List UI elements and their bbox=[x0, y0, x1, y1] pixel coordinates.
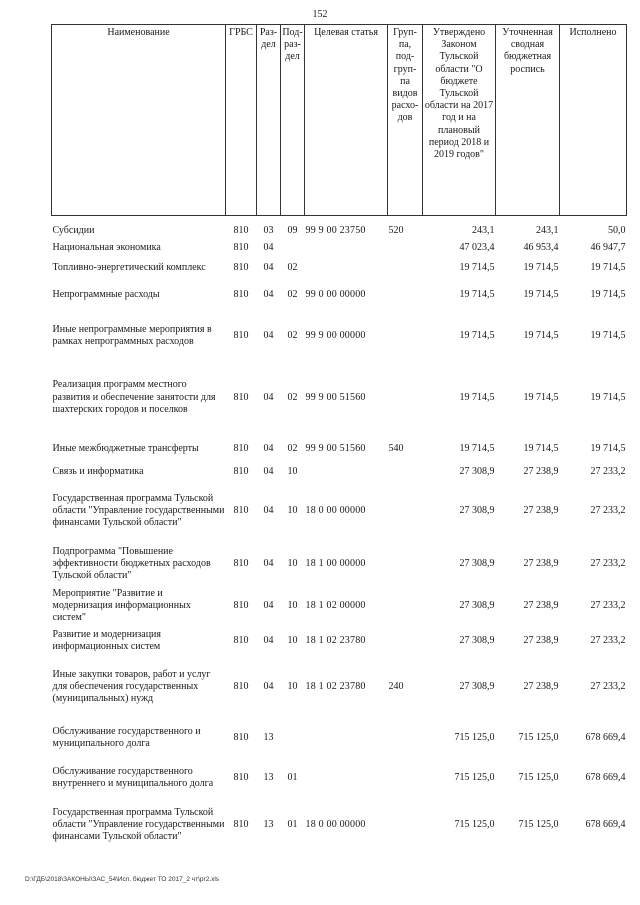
row-refined: 243,1 bbox=[536, 224, 559, 236]
table-body bbox=[52, 216, 627, 851]
row-group bbox=[388, 586, 423, 627]
row-executed: 19 714,5 bbox=[590, 288, 626, 300]
row-group bbox=[388, 542, 423, 586]
row-razdel: 04 bbox=[263, 329, 274, 341]
row-executed: 27 233,2 bbox=[590, 600, 626, 612]
row-approved: 19 714,5 bbox=[459, 442, 495, 454]
row-approved: 715 125,0 bbox=[454, 771, 495, 783]
row-approved: 243,1 bbox=[472, 224, 495, 236]
row-refined: 715 125,0 bbox=[518, 771, 559, 783]
header-refined: Уточненная сводная бюджетная роспись bbox=[496, 25, 560, 216]
row-razdel: 04 bbox=[263, 241, 274, 253]
row-name: Иные непрограммные мероприятия в рамках непрограммных расходов bbox=[52, 323, 212, 347]
row-group bbox=[388, 310, 423, 362]
row-grbs: 810 bbox=[233, 329, 249, 341]
row-group bbox=[388, 362, 423, 434]
row-group: 240 bbox=[388, 680, 404, 692]
row-podrazdel: 10 bbox=[287, 465, 298, 477]
row-approved: 27 308,9 bbox=[459, 504, 495, 516]
header-executed: Исполнено bbox=[560, 25, 627, 216]
row-target: 99 9 00 00000 bbox=[305, 329, 366, 341]
row-target: 18 1 02 23780 bbox=[305, 634, 366, 646]
row-podrazdel bbox=[281, 719, 305, 757]
table-row bbox=[52, 719, 627, 757]
row-name: Обслуживание государственного внутреннего и муниципального долга bbox=[52, 765, 214, 789]
row-name: Субсидии bbox=[52, 224, 95, 236]
row-group bbox=[388, 480, 423, 542]
row-podrazdel: 10 bbox=[287, 680, 298, 692]
row-refined: 19 714,5 bbox=[523, 288, 559, 300]
row-approved: 19 714,5 bbox=[459, 261, 495, 273]
row-executed: 27 233,2 bbox=[590, 634, 626, 646]
file-path-footer: D:\ГДБ\2018\ЗАКОНЫ\ЗАС_54\Исп. бюджет ТО 2017_2 чт\pr2.xls bbox=[25, 876, 220, 883]
row-refined: 19 714,5 bbox=[523, 442, 559, 454]
row-approved: 27 308,9 bbox=[459, 465, 495, 477]
row-group bbox=[388, 719, 423, 757]
table-row bbox=[52, 586, 627, 627]
row-razdel: 03 bbox=[263, 224, 274, 236]
row-refined: 27 238,9 bbox=[523, 557, 559, 569]
row-name: Государственная программа Тульской области "Управление государственными финансами Тульской области" bbox=[52, 806, 225, 843]
table-row bbox=[52, 240, 627, 256]
row-target: 18 1 02 23780 bbox=[305, 680, 366, 692]
table-row bbox=[52, 655, 627, 719]
row-razdel: 13 bbox=[263, 818, 274, 830]
row-executed: 19 714,5 bbox=[590, 442, 626, 454]
row-podrazdel: 10 bbox=[287, 504, 298, 516]
row-target bbox=[305, 757, 388, 799]
row-target: 18 1 00 00000 bbox=[305, 557, 366, 569]
row-target bbox=[305, 256, 388, 280]
row-razdel: 04 bbox=[263, 504, 274, 516]
header-podrazdel: Под-раз-дел bbox=[281, 25, 305, 216]
row-approved: 27 308,9 bbox=[459, 600, 495, 612]
row-grbs: 810 bbox=[233, 680, 249, 692]
row-name: Государственная программа Тульской области "Управление государственными финансами Тульской области" bbox=[52, 492, 225, 528]
row-target bbox=[305, 240, 388, 256]
row-podrazdel: 02 bbox=[287, 442, 298, 454]
row-approved: 19 714,5 bbox=[459, 288, 495, 300]
row-group: 520 bbox=[388, 224, 404, 236]
row-refined: 19 714,5 bbox=[523, 261, 559, 273]
row-approved: 715 125,0 bbox=[454, 818, 495, 830]
row-name: Мероприятие "Развитие и модернизация информационных систем" bbox=[52, 587, 191, 624]
row-refined: 27 238,9 bbox=[523, 504, 559, 516]
row-executed: 50,0 bbox=[608, 224, 626, 236]
row-executed: 678 669,4 bbox=[585, 731, 626, 743]
row-executed: 27 233,2 bbox=[590, 504, 626, 516]
row-razdel: 04 bbox=[263, 634, 274, 646]
row-podrazdel bbox=[281, 240, 305, 256]
table-row bbox=[52, 280, 627, 310]
header-approved: Утверждено Законом Тульской области "О бюджете Тульской области на 2017 год и на плановый период 2018 и 2019 годов" bbox=[423, 25, 496, 216]
row-target bbox=[305, 464, 388, 480]
row-grbs: 810 bbox=[233, 442, 249, 454]
row-executed: 27 233,2 bbox=[590, 680, 626, 692]
row-podrazdel: 10 bbox=[287, 600, 298, 612]
row-target: 99 9 00 23750 bbox=[305, 224, 366, 236]
table-row bbox=[52, 464, 627, 480]
page-number: 152 bbox=[312, 9, 328, 20]
table-row bbox=[52, 362, 627, 434]
table-row bbox=[52, 434, 627, 464]
row-approved: 19 714,5 bbox=[459, 391, 495, 403]
row-approved: 47 023,4 bbox=[459, 241, 495, 253]
row-approved: 27 308,9 bbox=[459, 680, 495, 692]
row-executed: 46 947,7 bbox=[590, 241, 626, 253]
row-razdel: 04 bbox=[263, 391, 274, 403]
row-executed: 19 714,5 bbox=[590, 391, 626, 403]
row-target: 18 0 00 00000 bbox=[305, 504, 366, 516]
row-refined: 27 238,9 bbox=[523, 680, 559, 692]
row-razdel: 04 bbox=[263, 465, 274, 477]
row-grbs: 810 bbox=[233, 241, 249, 253]
table-row bbox=[52, 757, 627, 799]
header-grbs: ГРБС bbox=[226, 25, 257, 216]
row-name: Непрограммные расходы bbox=[52, 288, 160, 300]
row-grbs: 810 bbox=[233, 261, 249, 273]
row-grbs: 810 bbox=[233, 771, 249, 783]
row-executed: 678 669,4 bbox=[585, 818, 626, 830]
table-row bbox=[52, 542, 627, 586]
table-row bbox=[52, 799, 627, 851]
row-podrazdel: 09 bbox=[287, 224, 298, 236]
row-target: 99 9 00 51560 bbox=[305, 442, 366, 454]
row-name: Иные межбюджетные трансферты bbox=[52, 442, 199, 454]
row-name: Подпрограмма "Повышение эффективности бюджетных расходов Тульской области" bbox=[52, 545, 211, 581]
row-grbs: 810 bbox=[233, 465, 249, 477]
row-razdel: 04 bbox=[263, 600, 274, 612]
row-podrazdel: 02 bbox=[287, 261, 298, 273]
row-podrazdel: 01 bbox=[287, 818, 298, 830]
header-target: Целевая статья bbox=[305, 25, 388, 216]
row-grbs: 810 bbox=[233, 504, 249, 516]
row-approved: 19 714,5 bbox=[459, 329, 495, 341]
row-refined: 27 238,9 bbox=[523, 634, 559, 646]
row-razdel: 13 bbox=[263, 731, 274, 743]
row-razdel: 13 bbox=[263, 771, 274, 783]
row-grbs: 810 bbox=[233, 731, 249, 743]
row-refined: 27 238,9 bbox=[523, 600, 559, 612]
row-podrazdel: 02 bbox=[287, 288, 298, 300]
row-podrazdel: 10 bbox=[287, 634, 298, 646]
row-target: 99 9 00 51560 bbox=[305, 391, 366, 403]
row-target: 18 1 02 00000 bbox=[305, 600, 366, 612]
row-grbs: 810 bbox=[233, 288, 249, 300]
row-executed: 27 233,2 bbox=[590, 465, 626, 477]
row-refined: 715 125,0 bbox=[518, 818, 559, 830]
row-podrazdel: 10 bbox=[287, 557, 298, 569]
row-group bbox=[388, 464, 423, 480]
row-name: Иные закупки товаров, работ и услуг для обеспечения государственных (муниципальных) нужд bbox=[52, 668, 211, 705]
row-razdel: 04 bbox=[263, 288, 274, 300]
row-refined: 46 953,4 bbox=[523, 241, 559, 253]
row-executed: 19 714,5 bbox=[590, 329, 626, 341]
row-refined: 27 238,9 bbox=[523, 465, 559, 477]
header-name: Наименование bbox=[52, 25, 226, 216]
row-name: Развитие и модернизация информационных систем bbox=[52, 628, 161, 652]
row-group bbox=[388, 799, 423, 851]
row-executed: 27 233,2 bbox=[590, 557, 626, 569]
header-razdel: Раз-дел bbox=[257, 25, 281, 216]
row-name: Связь и информатика bbox=[52, 465, 144, 477]
row-name: Обслуживание государственного и муниципального долга bbox=[52, 725, 201, 749]
row-group bbox=[388, 280, 423, 310]
row-refined: 19 714,5 bbox=[523, 329, 559, 341]
row-executed: 19 714,5 bbox=[590, 261, 626, 273]
row-group bbox=[388, 627, 423, 655]
row-executed: 678 669,4 bbox=[585, 771, 626, 783]
table-row bbox=[52, 216, 627, 240]
table-row bbox=[52, 256, 627, 280]
row-razdel: 04 bbox=[263, 557, 274, 569]
row-podrazdel: 01 bbox=[287, 771, 298, 783]
header-group: Груп-па, под-груп-па видов расхо-дов bbox=[388, 25, 423, 216]
row-grbs: 810 bbox=[233, 391, 249, 403]
row-group bbox=[388, 757, 423, 799]
row-target bbox=[305, 719, 388, 757]
row-group bbox=[388, 256, 423, 280]
row-refined: 715 125,0 bbox=[518, 731, 559, 743]
row-podrazdel: 02 bbox=[287, 329, 298, 341]
row-refined: 19 714,5 bbox=[523, 391, 559, 403]
row-grbs: 810 bbox=[233, 600, 249, 612]
header-row bbox=[52, 25, 627, 216]
budget-table bbox=[51, 24, 627, 851]
row-group: 540 bbox=[388, 442, 404, 454]
row-group bbox=[388, 240, 423, 256]
table-row bbox=[52, 480, 627, 542]
row-grbs: 810 bbox=[233, 818, 249, 830]
row-name: Реализация программ местного развития и обеспечение занятости для шахтерских городов и поселков bbox=[52, 379, 216, 415]
row-approved: 27 308,9 bbox=[459, 634, 495, 646]
row-podrazdel: 02 bbox=[287, 391, 298, 403]
row-razdel: 04 bbox=[263, 680, 274, 692]
table-row bbox=[52, 310, 627, 362]
row-name: Топливно-энергетический комплекс bbox=[52, 261, 206, 273]
table-row bbox=[52, 627, 627, 655]
row-name: Национальная экономика bbox=[52, 241, 161, 253]
row-approved: 27 308,9 bbox=[459, 557, 495, 569]
row-approved: 715 125,0 bbox=[454, 731, 495, 743]
row-razdel: 04 bbox=[263, 442, 274, 454]
row-grbs: 810 bbox=[233, 224, 249, 236]
row-grbs: 810 bbox=[233, 557, 249, 569]
row-target: 99 0 00 00000 bbox=[305, 288, 366, 300]
row-razdel: 04 bbox=[263, 261, 274, 273]
row-grbs: 810 bbox=[233, 634, 249, 646]
row-target: 18 0 00 00000 bbox=[305, 818, 366, 830]
